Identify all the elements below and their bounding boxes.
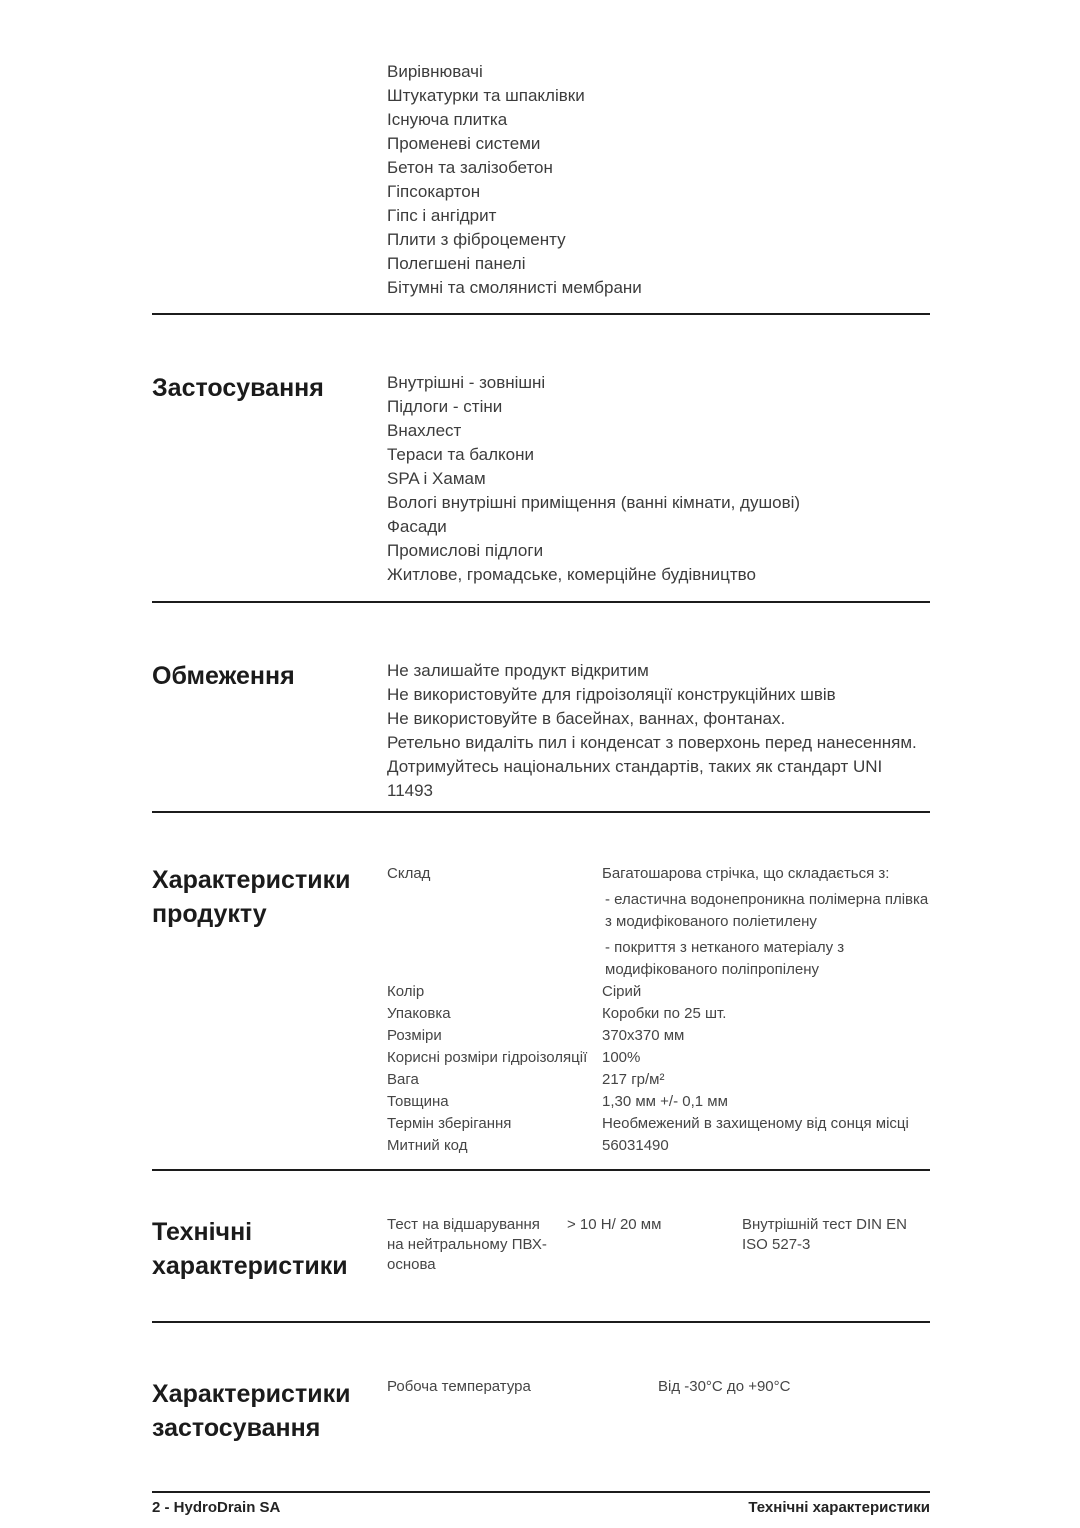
section-divider xyxy=(152,1321,930,1323)
characteristic-value: Від -30°C до +90°C xyxy=(658,1378,791,1395)
limitations-item: Не використовуйте для гідроізоляції конструкційних швів xyxy=(387,685,836,704)
characteristic-label: Розміри xyxy=(387,1027,442,1044)
application-characteristics-title: Характеристики застосування xyxy=(152,1380,351,1442)
characteristic-label: Термін зберігання xyxy=(387,1115,512,1132)
supports-section xyxy=(152,60,930,300)
characteristic-value: Сірий xyxy=(602,983,642,1000)
application-characteristics-table xyxy=(387,1377,930,1397)
characteristic-value: Необмежений в захищеному від сонця місці xyxy=(602,1115,909,1132)
characteristic-label: Товщина xyxy=(387,1093,449,1110)
footer-page-product: 2 - HydroDrain SA xyxy=(152,1499,281,1516)
application-item: Тераси та балкони xyxy=(387,445,534,464)
characteristic-label: Вага xyxy=(387,1071,419,1088)
limitations-item: Дотримуйтесь національних стандартів, таких як стандарт UNI 11493 xyxy=(387,757,883,800)
limitations-section xyxy=(152,659,930,803)
characteristic-value: Коробки по 25 шт. xyxy=(602,1005,727,1022)
supports-item: Гіпсокартон xyxy=(387,182,481,201)
product-characteristics-table xyxy=(387,863,930,1157)
test-result: > 10 Н/ 20 мм xyxy=(567,1216,662,1233)
characteristic-value: 100% xyxy=(602,1049,641,1066)
table-row xyxy=(387,1091,930,1113)
table-row xyxy=(387,1113,930,1135)
characteristic-label: Колір xyxy=(387,983,425,1000)
application-item: SPA і Хамам xyxy=(387,469,486,488)
supports-item: Променеві системи xyxy=(387,134,541,153)
characteristic-label: Склад xyxy=(387,865,431,882)
application-section-title: Застосування xyxy=(152,374,324,402)
application-item: Житлове, громадське, комерційне будівництво xyxy=(387,565,756,584)
limitations-section-title: Обмеження xyxy=(152,662,295,690)
test-method: Внутрішній тест DIN EN ISO 527-3 xyxy=(742,1216,907,1253)
footer-section-name: Технічні характеристики xyxy=(748,1499,930,1516)
technical-characteristics-table xyxy=(387,1215,930,1275)
technical-characteristics-section xyxy=(152,1215,930,1283)
application-item: Вологі внутрішні приміщення (ванні кімнати, душові) xyxy=(387,493,801,512)
page-footer xyxy=(152,1491,930,1516)
characteristic-value: 370x370 мм xyxy=(602,1027,685,1044)
section-divider xyxy=(152,811,930,813)
characteristic-value: 1,30 мм +/- 0,1 мм xyxy=(602,1093,728,1110)
table-row xyxy=(387,1003,930,1025)
table-row xyxy=(387,1215,930,1275)
product-characteristics-section xyxy=(152,863,930,1157)
supports-item: Гіпс і ангідрит xyxy=(387,206,497,225)
limitations-item: Ретельно видаліть пил і конденсат з поверхонь перед нанесенням. xyxy=(387,733,917,752)
composition-bullet: - еластична водонепроникна полімерна плівка з модифікованого поліетилену xyxy=(605,891,929,930)
table-row xyxy=(387,1025,930,1047)
supports-item: Бітумні та смолянисті мембрани xyxy=(387,278,642,297)
table-row xyxy=(387,981,930,1003)
limitations-item: Не залишайте продукт відкритим xyxy=(387,661,649,680)
characteristic-label: Корисні розміри гідроізоляції xyxy=(387,1049,588,1066)
application-item: Промислові підлоги xyxy=(387,541,544,560)
characteristic-value xyxy=(602,863,930,981)
table-row xyxy=(387,1377,930,1397)
test-name: Тест на відшарування на нейтральному ПВХ-основа xyxy=(387,1216,547,1273)
supports-item: Вирівнювачі xyxy=(387,62,483,81)
supports-item: Полегшені панелі xyxy=(387,254,526,273)
application-item: Фасади xyxy=(387,517,447,536)
table-row xyxy=(387,1135,930,1157)
section-divider xyxy=(152,601,930,603)
table-row xyxy=(387,1069,930,1091)
supports-item: Штукатурки та шпаклівки xyxy=(387,86,585,105)
characteristic-value: 217 гр/м² xyxy=(602,1071,665,1088)
composition-intro: Багатошарова стрічка, що складається з: xyxy=(602,865,890,882)
table-row xyxy=(387,863,930,981)
composition-bullet: - покриття з нетканого матеріалу з модифікованого поліпропілену xyxy=(605,939,845,978)
supports-item: Плити з фіброцементу xyxy=(387,230,566,249)
characteristic-label: Митний код xyxy=(387,1137,468,1154)
application-characteristics-section xyxy=(152,1377,930,1445)
characteristic-label: Робоча температура xyxy=(387,1378,531,1395)
characteristic-value: 56031490 xyxy=(602,1137,669,1154)
application-item: Внахлест xyxy=(387,421,462,440)
section-divider xyxy=(152,1169,930,1171)
section-divider xyxy=(152,313,930,315)
supports-item: Бетон та залізобетон xyxy=(387,158,553,177)
supports-list xyxy=(387,60,930,300)
application-item: Внутрішні - зовнішні xyxy=(387,373,546,392)
limitations-item: Не використовуйте в басейнах, ваннах, фонтанах. xyxy=(387,709,786,728)
characteristic-label: Упаковка xyxy=(387,1005,451,1022)
table-row xyxy=(387,1047,930,1069)
product-characteristics-title: Характеристики продукту xyxy=(152,866,351,928)
limitations-list xyxy=(387,659,930,803)
technical-characteristics-title: Технічні характеристики xyxy=(152,1218,348,1280)
footer-row xyxy=(152,1499,930,1516)
application-item: Підлоги - стіни xyxy=(387,397,503,416)
application-list xyxy=(387,371,930,587)
supports-item: Існуюча плитка xyxy=(387,110,508,129)
application-section xyxy=(152,371,930,587)
footer-divider xyxy=(152,1491,930,1493)
